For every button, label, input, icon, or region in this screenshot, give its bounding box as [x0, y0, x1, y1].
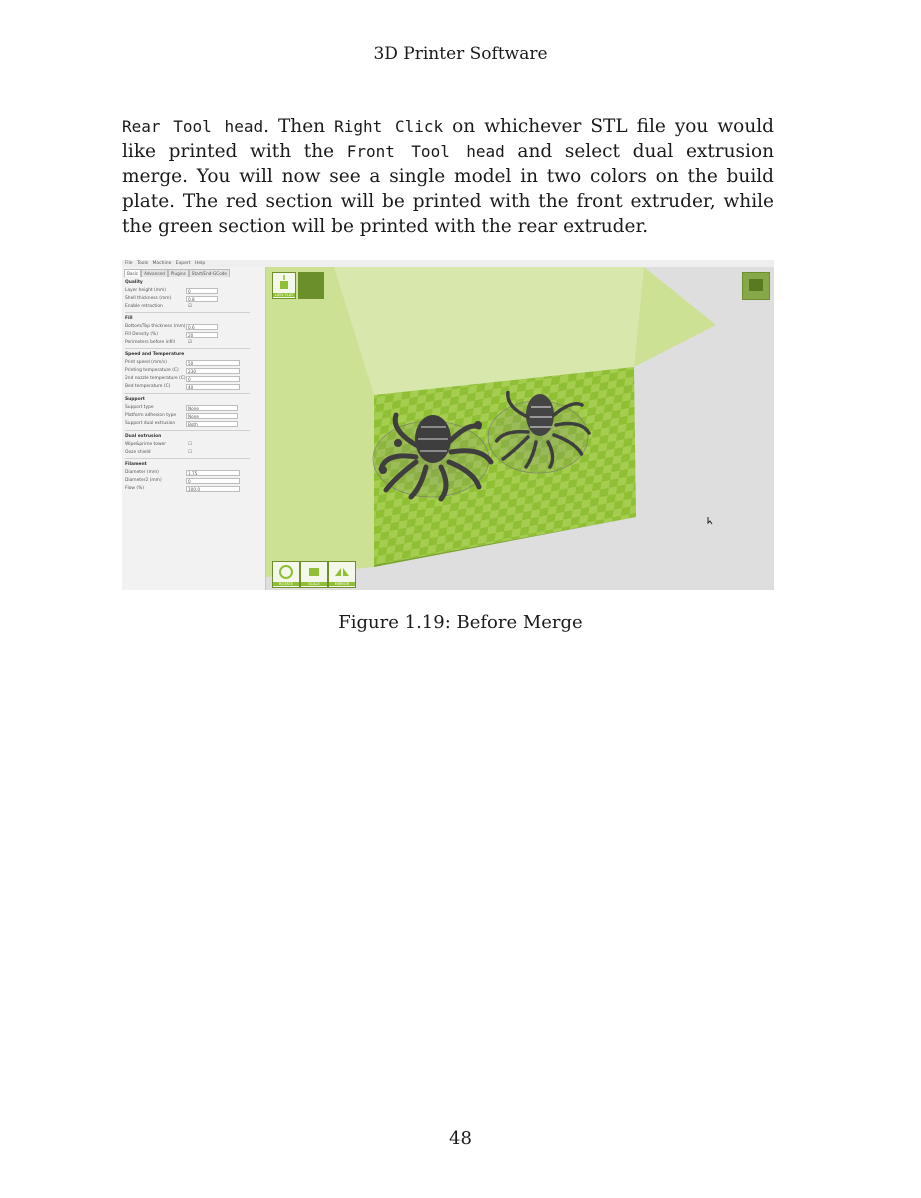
platform-adhesion-label: Platform adhesion type — [125, 413, 177, 418]
view-mode-icon — [743, 273, 769, 299]
screenshot-figure — [122, 260, 774, 590]
menu-help[interactable]: Help — [194, 261, 206, 266]
tab-start-end-gcode[interactable]: Start/End-GCode — [189, 269, 230, 277]
secondary-view-button[interactable] — [298, 272, 324, 299]
mirror-label: MIRROR — [329, 582, 355, 586]
rotate-button[interactable] — [272, 561, 300, 588]
mirror-icon — [329, 562, 355, 582]
scale-label: SCALE — [301, 582, 327, 586]
menu-file[interactable]: File — [125, 261, 133, 266]
diameter-label: Diameter (mm) — [125, 470, 159, 475]
tab-advanced[interactable]: Advanced — [141, 269, 168, 277]
section-dual-extrusion: Dual extrusion — [125, 434, 162, 439]
flow-field[interactable]: 100.0 — [186, 486, 240, 492]
lay-flat-label: LAYS FLAT — [274, 293, 294, 297]
platform-adhesion-select[interactable]: None — [186, 413, 238, 419]
print-speed-label: Print speed (mm/s) — [125, 360, 167, 365]
support-dual-extrusion-label: Support dual extrusion — [125, 421, 176, 426]
section-filament: Filament — [125, 462, 147, 467]
second-nozzle-temperature-field[interactable]: 0 — [186, 376, 240, 382]
paragraph-text: and select dual extrusion merge. You will now see a single model in two colors on the build plate. The red section will be printed with the front extruder, while the green section will be printed with the rear extruder. — [122, 141, 774, 237]
rotate-icon — [273, 562, 299, 582]
second-nozzle-temperature-label: 2nd nozzle temperature (C) — [125, 376, 186, 381]
body-paragraph — [122, 114, 774, 239]
divider — [125, 348, 250, 349]
build-volume-scene — [266, 267, 774, 590]
view-mode-button[interactable] — [742, 272, 770, 300]
scale-button[interactable] — [300, 561, 328, 588]
support-type-select[interactable]: None — [186, 405, 238, 411]
paragraph-text: on whichever STL file you would like printed with the — [122, 116, 774, 162]
paragraph-text: . Then — [263, 116, 335, 137]
bottom-top-thickness-field[interactable]: 0.6 — [186, 324, 218, 330]
inline-code: Front Tool head — [346, 142, 505, 161]
diameter2-label: Diameter2 (mm) — [125, 478, 162, 483]
divider — [125, 458, 250, 459]
layer-height-field[interactable]: 0 — [186, 288, 218, 294]
tab-basic[interactable]: Basic — [124, 269, 141, 277]
wipe-prime-tower-label: Wipe&prime tower — [125, 442, 167, 447]
3d-viewport[interactable] — [266, 267, 774, 590]
enable-retraction-label: Enable retraction — [125, 304, 163, 309]
lay-flat-button[interactable] — [272, 272, 296, 299]
menu-machine[interactable]: Machine — [152, 261, 172, 266]
divider — [125, 393, 250, 394]
inline-code: Rear Tool head — [122, 117, 264, 136]
support-type-label: Support type — [125, 405, 154, 410]
menu-tools[interactable]: Tools — [136, 261, 149, 266]
scale-icon — [301, 562, 327, 582]
shell-thickness-label: Shell thickness (mm) — [125, 296, 172, 301]
ooze-shield-checkbox[interactable]: ☐ — [188, 450, 192, 455]
perimeters-checkbox[interactable]: ☑ — [188, 340, 192, 345]
diameter-field[interactable]: 1.75 — [186, 470, 240, 476]
shell-thickness-field[interactable]: 0.8 — [186, 296, 218, 302]
bottom-top-thickness-label: Bottom/Top thickness (mm) — [125, 324, 186, 329]
fill-density-field[interactable]: 20 — [186, 332, 218, 338]
wipe-prime-tower-checkbox[interactable]: ☐ — [188, 442, 192, 447]
figure-caption: Figure 1.19: Before Merge — [338, 612, 583, 633]
tab-plugins[interactable]: Plugins — [168, 269, 189, 277]
fill-density-label: Fill Density (%) — [125, 332, 158, 337]
section-speed-temperature: Speed and Temperature — [125, 352, 185, 357]
printing-temperature-field[interactable]: 230 — [186, 368, 240, 374]
enable-retraction-checkbox[interactable]: ☑ — [188, 304, 192, 309]
bed-temperature-label: Bed temperature (C) — [125, 384, 171, 389]
diameter2-field[interactable]: 0 — [186, 478, 240, 484]
divider — [125, 430, 250, 431]
menu-expert[interactable]: Expert — [175, 261, 191, 266]
bed-temperature-field[interactable]: 40 — [186, 384, 240, 390]
section-support: Support — [125, 397, 145, 402]
section-quality: Quality — [125, 280, 143, 285]
page-number: 48 — [449, 1128, 472, 1149]
mirror-button[interactable] — [328, 561, 356, 588]
support-dual-extrusion-select[interactable]: Both — [186, 421, 238, 427]
inline-code: Right Click — [334, 117, 444, 136]
menu-bar — [122, 260, 774, 267]
divider — [125, 312, 250, 313]
flow-label: Flow (%) — [125, 486, 145, 491]
lay-flat-icon — [273, 273, 295, 291]
section-fill: Fill — [125, 316, 133, 321]
ooze-shield-label: Ooze shield — [125, 450, 151, 455]
printing-temperature-label: Printing temperature (C) — [125, 368, 179, 373]
settings-panel — [122, 267, 266, 590]
print-speed-field[interactable]: 50 — [186, 360, 240, 366]
perimeters-label: Perimeters before infill — [125, 340, 175, 345]
rotate-label: ROTATE — [273, 582, 299, 586]
layer-height-label: Layer height (mm) — [125, 288, 167, 293]
running-head: 3D Printer Software — [373, 44, 548, 64]
